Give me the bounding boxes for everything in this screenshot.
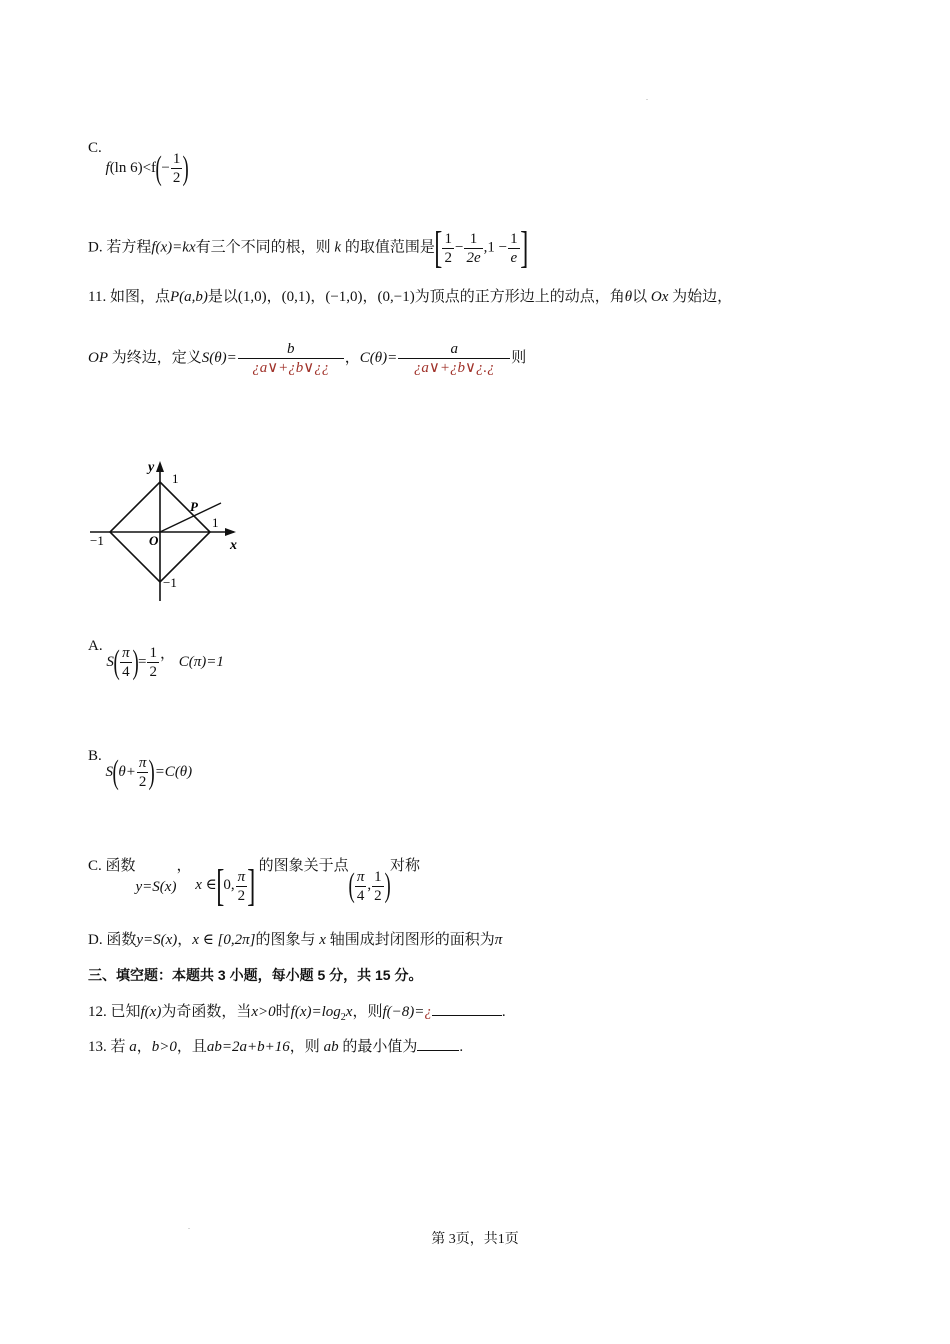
speck: . [188, 1222, 190, 1231]
page-footer: 第 3页，共1页 [431, 1232, 519, 1247]
q11-option-b: B. S(θ+ $\frac{\pi}{2}$ )=C(θ) [88, 748, 193, 791]
y-axis-arrow [156, 461, 164, 472]
x-axis-arrow [225, 528, 236, 536]
q12-answer-blank[interactable] [432, 1001, 502, 1016]
p-label: P [190, 499, 198, 514]
q11-definition: OP 为终边，定义S(θ)= $\frac{b}{¿a\vee+¿b\vee¿¿}$ ，C(θ)= $\frac{a}{¿a\vee+¿b\vee¿.¿}$ 则 [88, 341, 527, 376]
q11-option-c: C. 函数y=S(x)， x ∈[0, $\frac{\pi}{2}$ ] 的图象关于点( $\frac{\pi}{4}$ , $\frac{1}{2}$ )对称 [88, 858, 421, 910]
section-3-heading: 三、填空题：本题共 3 小题，每小题 5 分，共 15 分。 [88, 967, 423, 983]
bottom-vertex-label: −1 [163, 575, 177, 590]
q13-answer-blank[interactable] [417, 1036, 459, 1051]
left-vertex-label: −1 [90, 533, 104, 548]
q12: 12. 已知f(x)为奇函数，当x>0时$f(x)=\log_2x$，则f(−8)=¿ . [88, 1001, 506, 1028]
q10-option-d: D. 若方程f(x)=kx有三个不同的根，则 k 的取值范围是[ $\frac{1}{2}$ − $\frac{1}{2e}$ ,1 − $\frac{1}{e}$ ] [88, 223, 528, 272]
square-figure [84, 455, 254, 607]
y-label: y [148, 460, 155, 475]
top-vertex-label: 1 [172, 471, 179, 486]
origin-label: O [149, 533, 159, 548]
right-vertex-label: 1 [212, 515, 219, 530]
q11-stem: 11. 如图，点P(a,b)是以(1,0)，(0,1)，(−1,0)，(0,−1)为顶点的正方形边上的动点，角θ以 Ox 为始边， [88, 289, 733, 305]
speck: . [646, 93, 648, 102]
q11-option-a: A. S( $\frac{\pi}{4}$ )= $\frac{1}{2}$ ， C(π)=1 [88, 638, 224, 681]
x-label: x [230, 538, 237, 553]
q11-option-d: D. 函数y=S(x)，x ∈ [0,2π]的图象与 x 轴围成封闭图形的面积为π [88, 932, 503, 948]
q10-option-c: C. f(ln 6)<f(− $\frac{1}{2}$ ) [88, 140, 190, 187]
q13: 13. 若 a，b>0，且ab=2a+b+16，则 ab 的最小值为 . [88, 1036, 463, 1057]
